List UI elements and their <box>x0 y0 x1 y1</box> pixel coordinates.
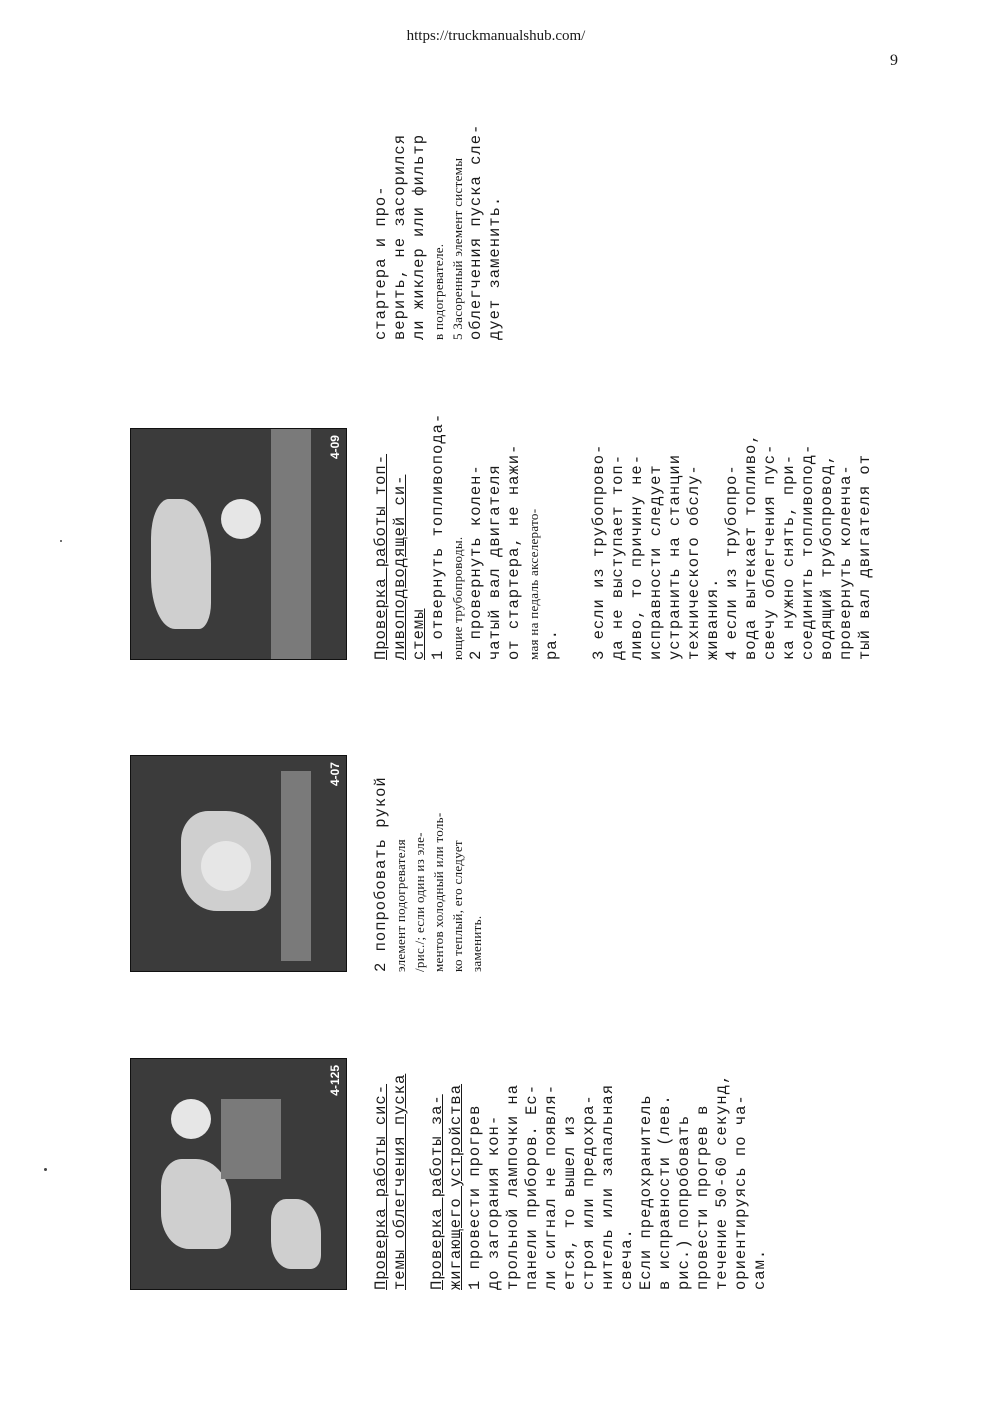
text-line: соединить топливопод- <box>799 443 817 660</box>
text-line: Если предохранитель <box>637 1094 655 1290</box>
section-heading: ливоподводящей си- <box>391 474 409 660</box>
source-url: https://truckmanualshub.com/ <box>406 28 586 44</box>
text-line: панели приборов. Ес- <box>523 1083 541 1290</box>
text-line: ментов холодный или толь- <box>431 812 446 972</box>
photo-tag: 4-09 <box>328 435 342 460</box>
text-line: провести прогрев в <box>694 1104 712 1290</box>
text-line: 2 попробовать рукой <box>372 776 390 972</box>
photo-tag: 4-125 <box>328 1065 342 1096</box>
text-line: верить, не засорился <box>391 133 409 340</box>
photo-ignition-device <box>130 1058 347 1290</box>
text-line: течение 50-60 секунд, <box>713 1073 731 1290</box>
section-fuel-supply-end <box>372 110 505 340</box>
text-line: живания. <box>704 577 722 660</box>
text-line: свечу облегчения пус- <box>761 443 779 660</box>
text-line: в исправности (лев. <box>656 1094 674 1290</box>
section-heading: Проверка работы топ- <box>372 453 390 660</box>
text-line: ливо, то причину не- <box>628 453 646 660</box>
section-fuel-supply-continued <box>590 380 875 660</box>
photo-tag: 4-07 <box>328 762 342 787</box>
text-line: 4 если из трубопро- <box>723 464 741 660</box>
text-line: чатый вал двигателя <box>486 464 504 660</box>
text-line: облегчения пуска сле- <box>467 123 485 340</box>
section-heading: темы облегчения пуска <box>391 1073 409 1290</box>
text-line: строя или предохра- <box>580 1094 598 1290</box>
page-number: 9 <box>890 52 898 69</box>
text-line: заменить. <box>469 915 484 972</box>
text-line: нитель или запальная <box>599 1083 617 1290</box>
text-line: сам. <box>751 1248 769 1290</box>
text-line: 1 отвернуть топливопода- <box>429 412 447 660</box>
text-line: провернуть коленча- <box>837 464 855 660</box>
text-line: 1 провести прогрев <box>466 1104 484 1290</box>
photo-fuel-lines <box>130 428 347 660</box>
section-heading: Проверка работы сис- <box>372 1083 390 1290</box>
subsection-heading: жигающего устройства <box>447 1083 465 1290</box>
text-line: рис.) попробовать <box>675 1114 693 1290</box>
text-line: ли сигнал не появля- <box>542 1083 560 1290</box>
text-line: до загорания кон- <box>485 1114 503 1290</box>
text-line: ка нужно снять, при- <box>780 453 798 660</box>
subsection-heading: Проверка работы за- <box>428 1094 446 1290</box>
scan-speck <box>60 540 62 542</box>
text-line: вода вытекает топливо, <box>742 433 760 660</box>
text-line: водящий трубопровод, <box>818 453 836 660</box>
section-fuel-supply-check <box>372 390 562 660</box>
text-line: дует заменить. <box>486 195 504 340</box>
text-line: /рис./; если один из эле- <box>412 832 427 972</box>
text-line: мая на педаль акселерато- <box>526 508 541 660</box>
text-line: тый вал двигателя от <box>856 453 874 660</box>
text-line: трольной лампочки на <box>504 1083 522 1290</box>
scan-speck <box>44 1168 47 1171</box>
text-line: в подогревателе. <box>431 243 446 340</box>
text-line: стартера и про- <box>372 185 390 340</box>
photo-heater-element <box>130 755 347 972</box>
text-line: ется, то вышел из <box>561 1114 579 1290</box>
rotated-manual-sheet <box>120 110 880 1290</box>
text-line: 5 Засоренный элемент системы <box>450 157 465 340</box>
text-line: ра. <box>543 629 561 660</box>
text-line: свеча. <box>618 1228 636 1290</box>
text-line: ко теплый, его следует <box>450 840 465 972</box>
text-line: ющие трубопроводы. <box>450 536 465 660</box>
section-start-system-check <box>372 1058 770 1290</box>
text-line: технического обслу- <box>685 464 703 660</box>
text-line: ли жиклер или фильтр <box>410 133 428 340</box>
text-line: 3 если из трубопрово- <box>590 443 608 660</box>
text-line: 2 провернуть колен- <box>467 464 485 660</box>
section-heater-check <box>372 712 486 972</box>
text-line: да не выступает топ- <box>609 453 627 660</box>
text-line: устранить на станции <box>666 453 684 660</box>
text-line: от стартера, не нажи- <box>505 443 523 660</box>
text-line: элемент подогревателя <box>393 839 408 972</box>
text-line: исправности следует <box>647 464 665 660</box>
section-heading: стемы <box>410 608 428 660</box>
text-line: ориентируясь по ча- <box>732 1094 750 1290</box>
